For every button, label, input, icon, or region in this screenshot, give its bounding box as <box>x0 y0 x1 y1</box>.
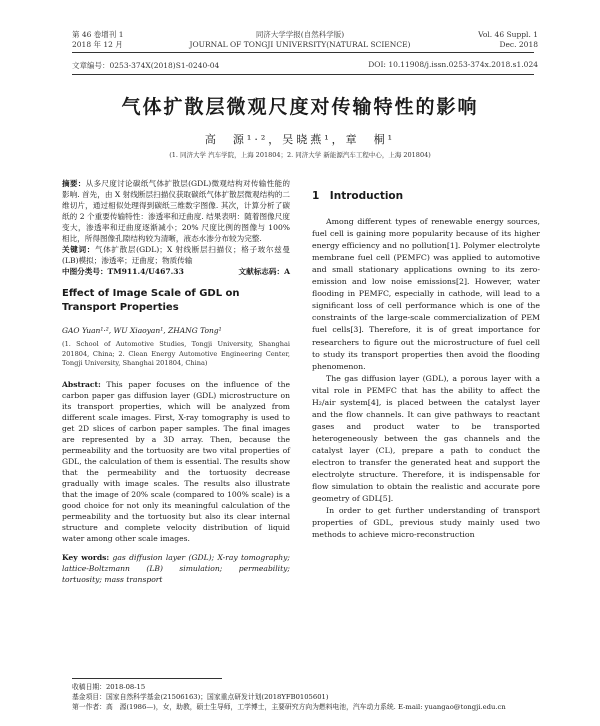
section-heading-introduction: 1 Introduction <box>312 190 404 202</box>
keywords-cn <box>62 244 290 266</box>
footnotes <box>72 682 512 712</box>
abstract-en-text: This paper focuses on the influence of the carbon paper gas diffusion layer (GDL) microstructure on its transport properties, which will be analyzed from different scale images. First, X-ray tomography is used to get 2D slices of carbon paper samples. The final images are represented by a 3D array. Then, because the permeability and the tortuosity are two vital properties of GDL, the calculation of them is essential. The results show that the permeability and the tortuosity decrease gradually with image scales. The results also illustrate that the image of 20% scale (compared to 100% scale) is a good choice for not only its meaningful calculation of the permeability and the tortuosity but also its clear internal structure and complete velocity distribution of liquid water among other scale images. <box>62 379 290 543</box>
right-column <box>312 190 540 541</box>
english-affiliation: (1. School of Automotive Studies, Tongji University, Shanghai 201804, China; 2. Clean Energy Automotive Engineering Center, Tongji University, Shanghai 201804, China) <box>62 340 290 367</box>
abstract-en-label: Abstract: <box>62 379 101 389</box>
doi: DOI: 10.11908/j.issn.0253-374x.2018.s1.024 <box>368 60 538 69</box>
author-bio: 第一作者：高 源(1986—)，女，助教，硕士生导师，工学博士，主要研究方向为燃料电池，汽车动力系统. E-mail: yuangao@tongji.edu.cn <box>72 703 506 711</box>
keywords-cn-label: 关键词： <box>62 245 95 254</box>
abstract-cn-label: 摘要： <box>62 179 86 188</box>
classification <box>62 266 290 277</box>
date-line-en: Dec. 2018 <box>499 40 538 49</box>
intro-paragraph-1: Among different types of renewable energy sources, fuel cell is gaining more popularity because of its higher energy efficiency and no pollution[1]. Polymer electrolyte membrane fuel cell (PEMFC) was applied to automotive and small stationary applications owning to its zero-emission and low noise emissions[2]. However, water flooding in PEMFC, especially in cathode, will lead to a significant loss of cell performance which is one of the constraints of the large-scale commercialization of PEM fuel cells[3]. Therefore, it is of great importance for researchers to figure out the microstructure of fuel cell to study its transport properties then avoid the flooding phenomenon. <box>312 217 540 371</box>
authors: 高 源¹·²，吴晓燕¹，章 桐¹ <box>204 133 396 146</box>
clc-number: 中图分类号：TM911.4/U467.33 <box>62 267 184 276</box>
fund-info: 基金项目：国家自然科学基金(21506163)；国家重点研发计划(2018YFB0105601) <box>72 693 329 701</box>
keywords-cn-text: 气体扩散层(GDL)；X 射线断层扫描仪；格子玻尔兹曼(LB)模拟；渗透率；迂曲度；物质传输 <box>62 245 290 265</box>
affiliation: (1. 同济大学 汽车学院，上海 201804；2. 同济大学 新能源汽车工程中心，上海 201804) <box>169 151 431 159</box>
volume-line-en: Vol. 46 Suppl. 1 <box>478 30 538 39</box>
paper-title: 气体扩散层微观尺度对传输特性的影响 <box>121 96 479 118</box>
received-date: 收稿日期：2018-08-15 <box>72 683 146 691</box>
journal-name-en: JOURNAL OF TONGJI UNIVERSITY(NATURAL SCIENCE) <box>189 40 411 49</box>
intro-paragraph-3: In order to get further understanding of transport properties of GDL, previous study mainly used two methods to achieve micro-reconstruction <box>312 506 540 540</box>
document-code: 文献标志码：A <box>238 267 290 276</box>
article-number: 文章编号：0253-374X(2018)S1-0240-04 <box>72 61 220 70</box>
keywords-en <box>62 552 290 585</box>
abstract-cn <box>62 178 290 244</box>
keywords-en-label: Key words: <box>62 552 110 562</box>
keywords-en-text: gas diffusion layer (GDL); X-ray tomography; lattice-Boltzmann (LB) simulation; permeability; tortuosity; mass transport <box>62 552 290 584</box>
header-rule <box>72 52 534 53</box>
journal-volume-info-en <box>478 30 538 50</box>
left-column <box>62 178 290 585</box>
footnote-rule <box>72 678 222 679</box>
date-line: 2018 年 12 月 <box>72 40 123 49</box>
volume-line: 第 46 卷增刊 1 <box>72 30 124 39</box>
intro-paragraph-2: The gas diffusion layer (GDL), a porous layer with a vital role in PEMFC that has the ability to affect the H₂/air system[4], is placed between the catalyst layer and the flow channels. It can give pathways to reactant gases and product water to be transported heterogeneously between the gas channels and the catalyst layer (CL), prepare a path to conduct the electron to transfer the generated heat and support the electrolyte structure. Therefore, it is indispensable for flow simulation to obtain the realistic and accurate pore geometry of GDL[5]. <box>312 373 540 504</box>
journal-name-cn: 同济大学学报(自然科学版) <box>255 30 345 39</box>
meta-rule <box>72 74 534 75</box>
english-title: Effect of Image Scale of GDL on Transport Properties <box>62 288 240 313</box>
abstract-en <box>62 379 290 544</box>
english-authors: GAO Yuan¹·², WU Xiaoyan¹, ZHANG Tong¹ <box>62 326 222 335</box>
abstract-cn-text: 从多尺度讨论碳纸气体扩散层(GDL)微观结构对传输性能的影响. 首先，由 X 射线断层扫描仪获取碳纸气体扩散层微观结构的二维切片，通过相似处理得到碳纸三维数字图像. 其次，计算分析了碳纸的 2 个重要传输特性：渗透率和迂曲度. 结果表明：随着图像尺度变大，渗透率和迂曲度逐渐减小；20% 尺度比例的图像与 100% 相比，所得图像孔隙结构较为清晰，液态水渗分布较为完整. <box>62 179 290 243</box>
